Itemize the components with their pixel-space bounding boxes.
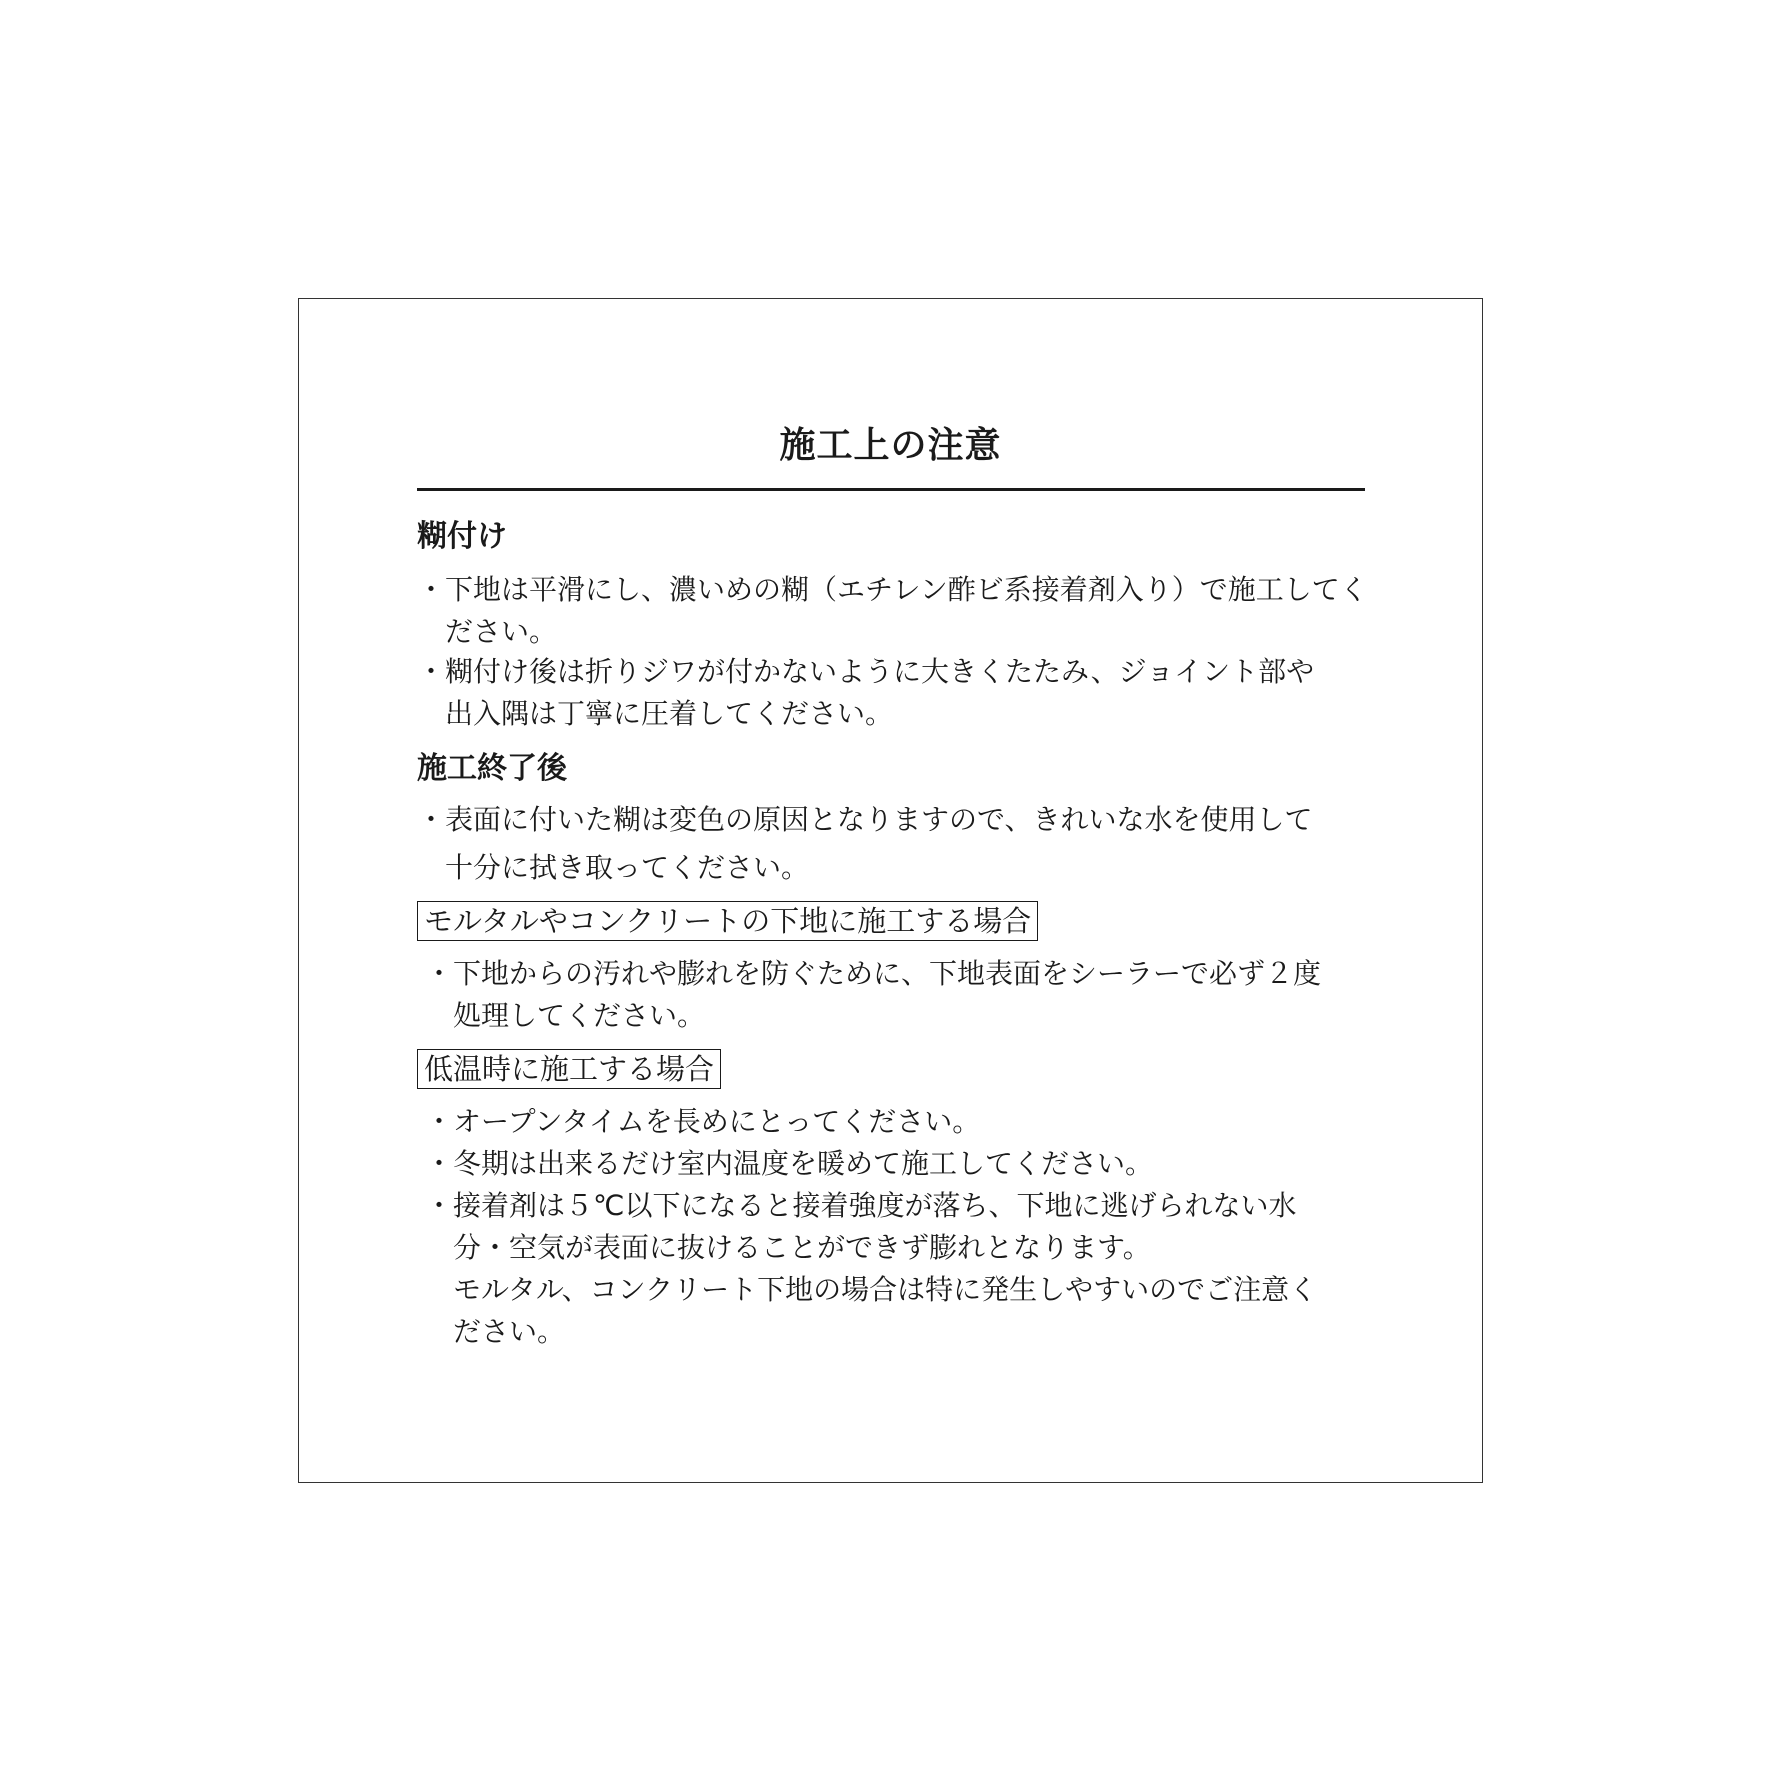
list-item [425, 1185, 1317, 1353]
item-line: 分・空気が表面に抜けることができず膨れとなります。 [453, 1231, 1151, 1264]
section-heading-low-temperature: 低温時に施工する場合 [417, 1049, 721, 1089]
list-item [417, 651, 1314, 735]
list-item [417, 799, 1312, 889]
item-line: 十分に拭き取ってください。 [445, 851, 810, 884]
item-line: ださい。 [445, 615, 558, 648]
list-item [425, 953, 1321, 1037]
item-line: ・下地は平滑にし、濃いめの糊（エチレン酢ビ系接着剤入り）で施工してく [417, 573, 1368, 606]
item-line: ださい。 [453, 1315, 566, 1348]
item-line: ・接着剤は５℃以下になると接着強度が落ち、下地に逃げられない水 [425, 1189, 1297, 1222]
item-line: ・糊付け後は折りジワが付かないように大きくたたみ、ジョイント部や [417, 655, 1315, 688]
section-heading-mortar-concrete: モルタルやコンクリートの下地に施工する場合 [417, 901, 1038, 941]
list-item [425, 1143, 1153, 1185]
notice-frame [298, 298, 1483, 1483]
item-line: ・下地からの汚れや膨れを防ぐために、下地表面をシーラーで必ず２度 [425, 957, 1322, 990]
item-line: ・冬期は出来るだけ室内温度を暖めて施工してください。 [425, 1147, 1154, 1180]
item-line: ・オープンタイムを長めにとってください。 [425, 1105, 981, 1138]
list-item [425, 1101, 980, 1143]
item-line: モルタル、コンクリート下地の場合は特に発生しやすいのでご注意く [453, 1273, 1318, 1306]
item-line: 処理してください。 [453, 999, 706, 1032]
list-item [417, 569, 1368, 653]
section-heading-pasting: 糊付け [417, 519, 507, 554]
item-line: ・表面に付いた糊は変色の原因となりますので、きれいな水を使用して [417, 803, 1313, 836]
page-title: 施工上の注意 [779, 425, 1002, 466]
title-divider [417, 488, 1365, 491]
section-heading-after-installation: 施工終了後 [417, 751, 567, 786]
item-line: 出入隅は丁寧に圧着してください。 [445, 697, 894, 730]
